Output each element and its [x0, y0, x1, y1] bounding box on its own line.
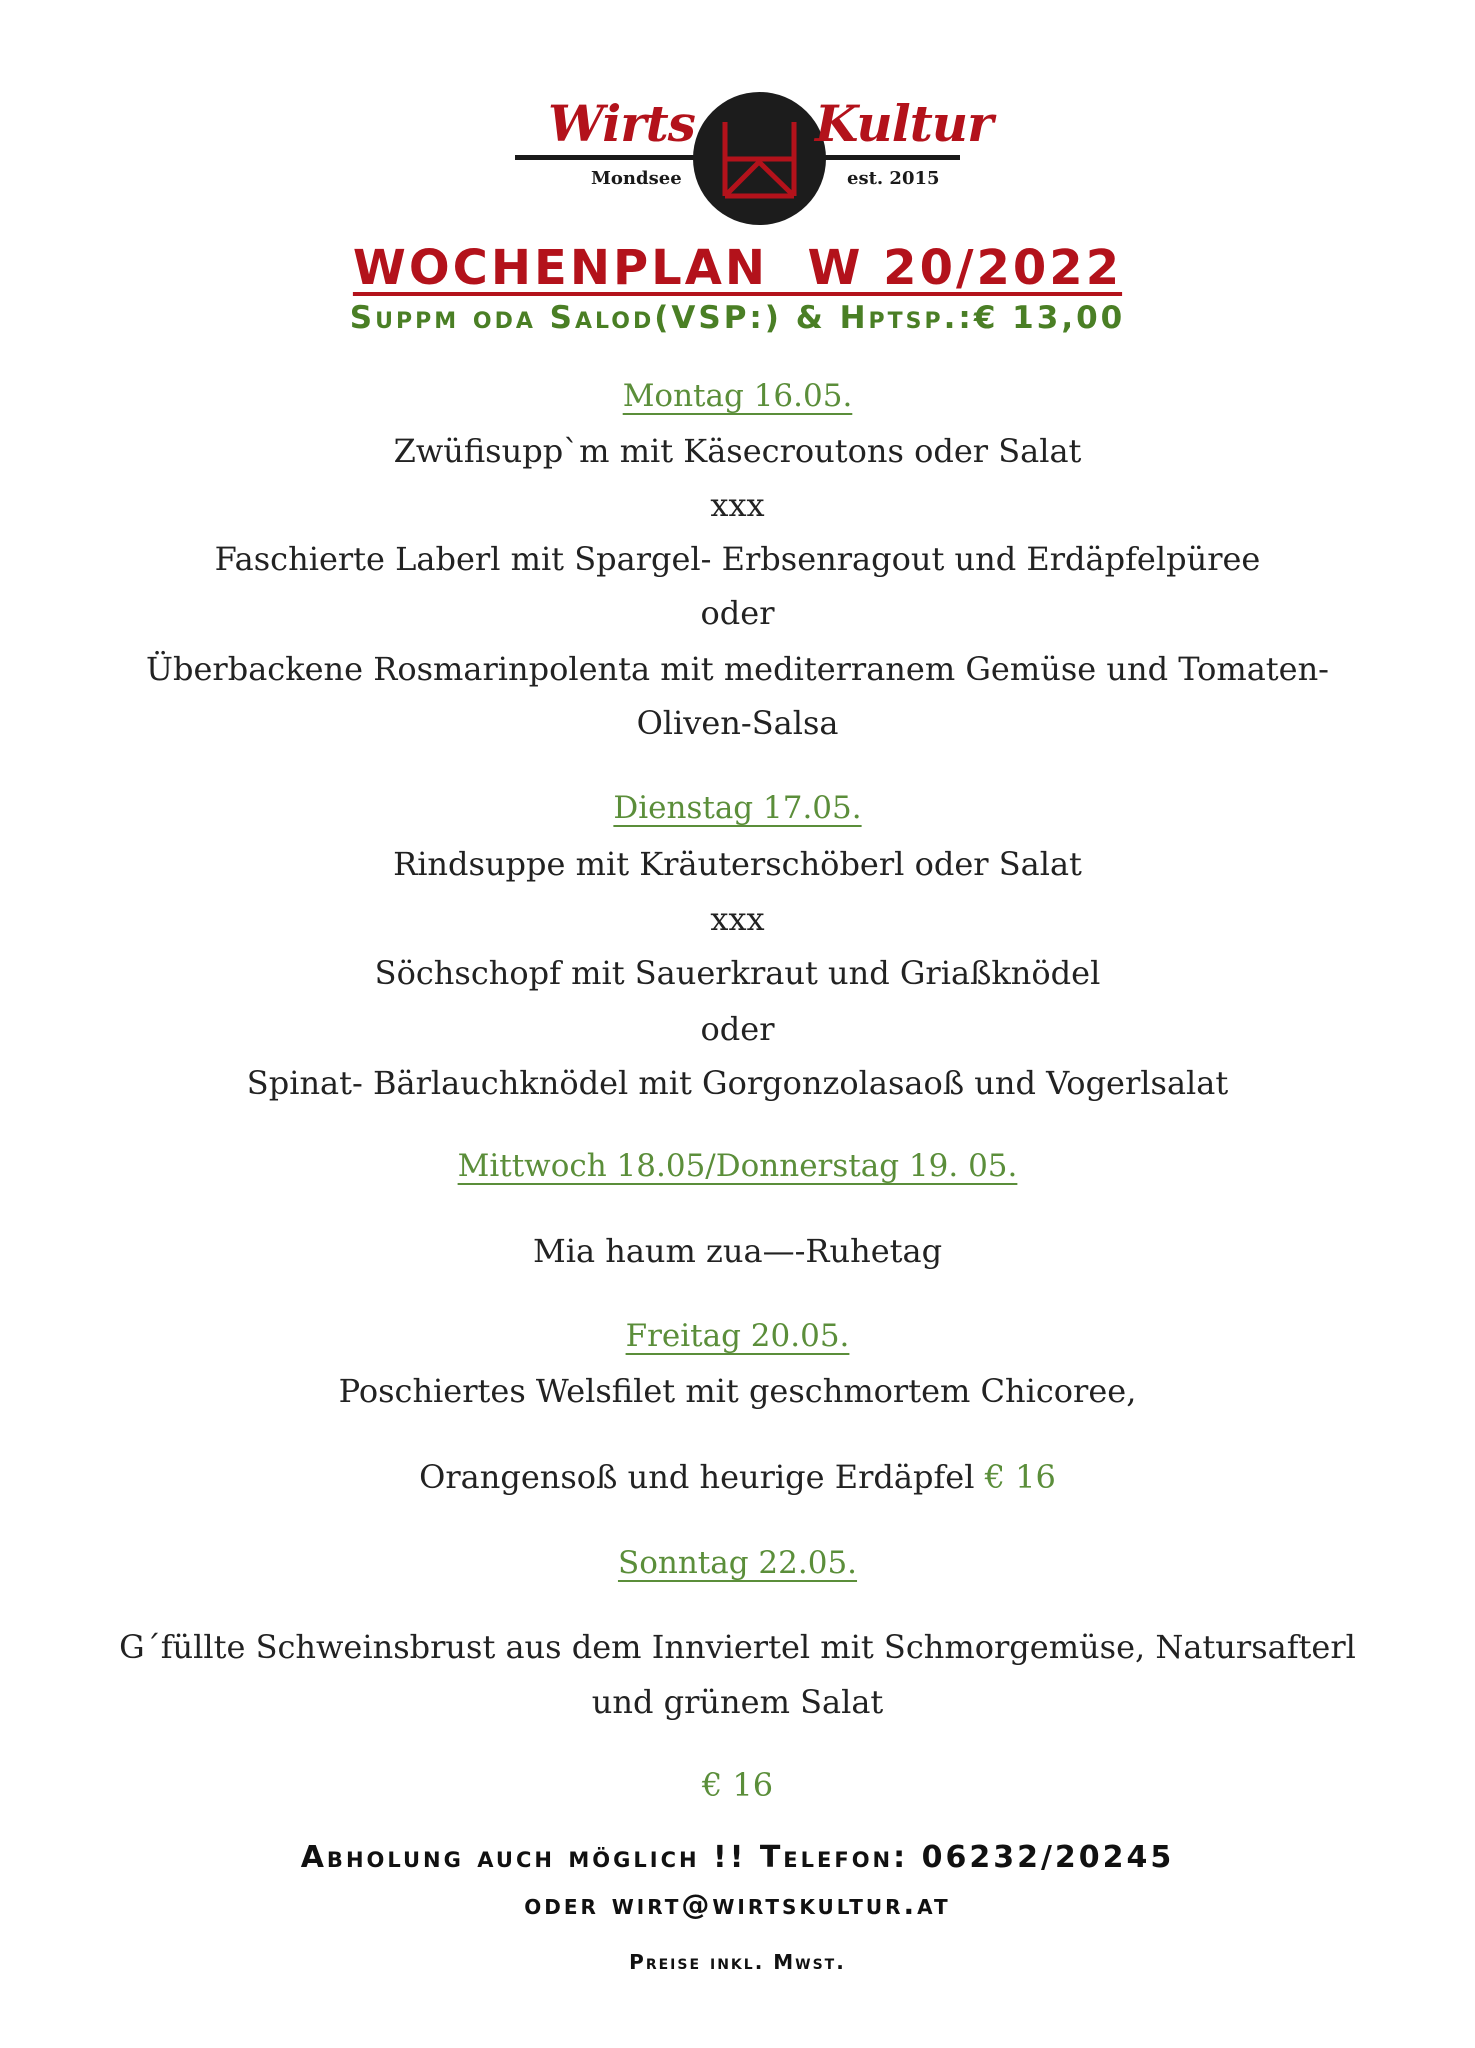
day-heading-freitag [0, 1318, 1475, 1354]
menu-line: Spinat- Bärlauchknödel mit Gorgonzolasaoß und Vogerlsalat [246, 1064, 1229, 1102]
day-label: Dienstag 17.05. [613, 790, 862, 826]
price-subtitle: Suppm oda Salod(VSP:) & Hptsp.:€ 13,00 [349, 300, 1126, 336]
wk-monogram-icon [693, 92, 826, 225]
day-heading-dienstag [0, 790, 1475, 826]
menu-line: xxx [710, 486, 765, 524]
price-label: € 16 [984, 1458, 1056, 1496]
logo-circle [693, 92, 826, 225]
day-label: Freitag 20.05. [625, 1318, 850, 1354]
menu-line: xxx [710, 900, 765, 938]
contact-email: oder wirt@wirtskultur.at [524, 1888, 951, 1921]
day-heading-montag [0, 378, 1475, 414]
menu-line [0, 1458, 1475, 1496]
price-note: Preise inkl. Mwst. [629, 1950, 846, 1974]
menu-line: G´füllte Schweinsbrust aus dem Innviertel mit Schmorgemüse, Natursafterl [119, 1628, 1356, 1666]
day-heading-sonntag [0, 1545, 1475, 1581]
day-label: Mittwoch 18.05/Donnerstag 19. 05. [457, 1148, 1018, 1184]
menu-line: Oliven-Salsa [636, 704, 839, 742]
menu-line: Überbackene Rosmarinpolenta mit mediterranem Gemüse und Tomaten- [146, 650, 1329, 688]
menu-line: oder [700, 1010, 775, 1048]
menu-line: Mia haum zua—-Ruhetag [532, 1232, 943, 1270]
logo-word-kultur: Kultur [815, 94, 993, 153]
logo-word-wirts: Wirts [548, 94, 695, 153]
page-title [0, 240, 1475, 296]
menu-line: Poschiertes Welsfilet mit geschmortem Chicoree, [338, 1372, 1137, 1410]
pickup-phone: Abholung auch möglich !! Telefon: 06232/20245 [300, 1840, 1175, 1875]
menu-line: Söchschopf mit Sauerkraut und Griaßknödel [374, 954, 1101, 992]
menu-line-text: Orangensoß und heurige Erdäpfel [419, 1458, 975, 1496]
day-heading-mittwoch-donnerstag [0, 1148, 1475, 1184]
page-title-text: WOCHENPLAN W 20/2022 [352, 240, 1123, 296]
menu-line: Faschierte Laberl mit Spargel- Erbsenragout und Erdäpfelpüree [214, 540, 1261, 578]
day-label: Montag 16.05. [622, 378, 853, 414]
menu-line: und grünem Salat [591, 1683, 884, 1721]
logo-established: est. 2015 [847, 168, 940, 189]
price-label: € 16 [701, 1766, 774, 1804]
day-label: Sonntag 22.05. [617, 1545, 858, 1581]
menu-line: Zwüfisupp`m mit Käsecroutons oder Salat [393, 432, 1082, 470]
wirtskultur-logo [515, 88, 993, 228]
logo-place: Mondsee [591, 168, 682, 189]
menu-line: oder [700, 594, 775, 632]
menu-line: Rindsuppe mit Kräuterschöberl oder Salat [393, 845, 1082, 883]
